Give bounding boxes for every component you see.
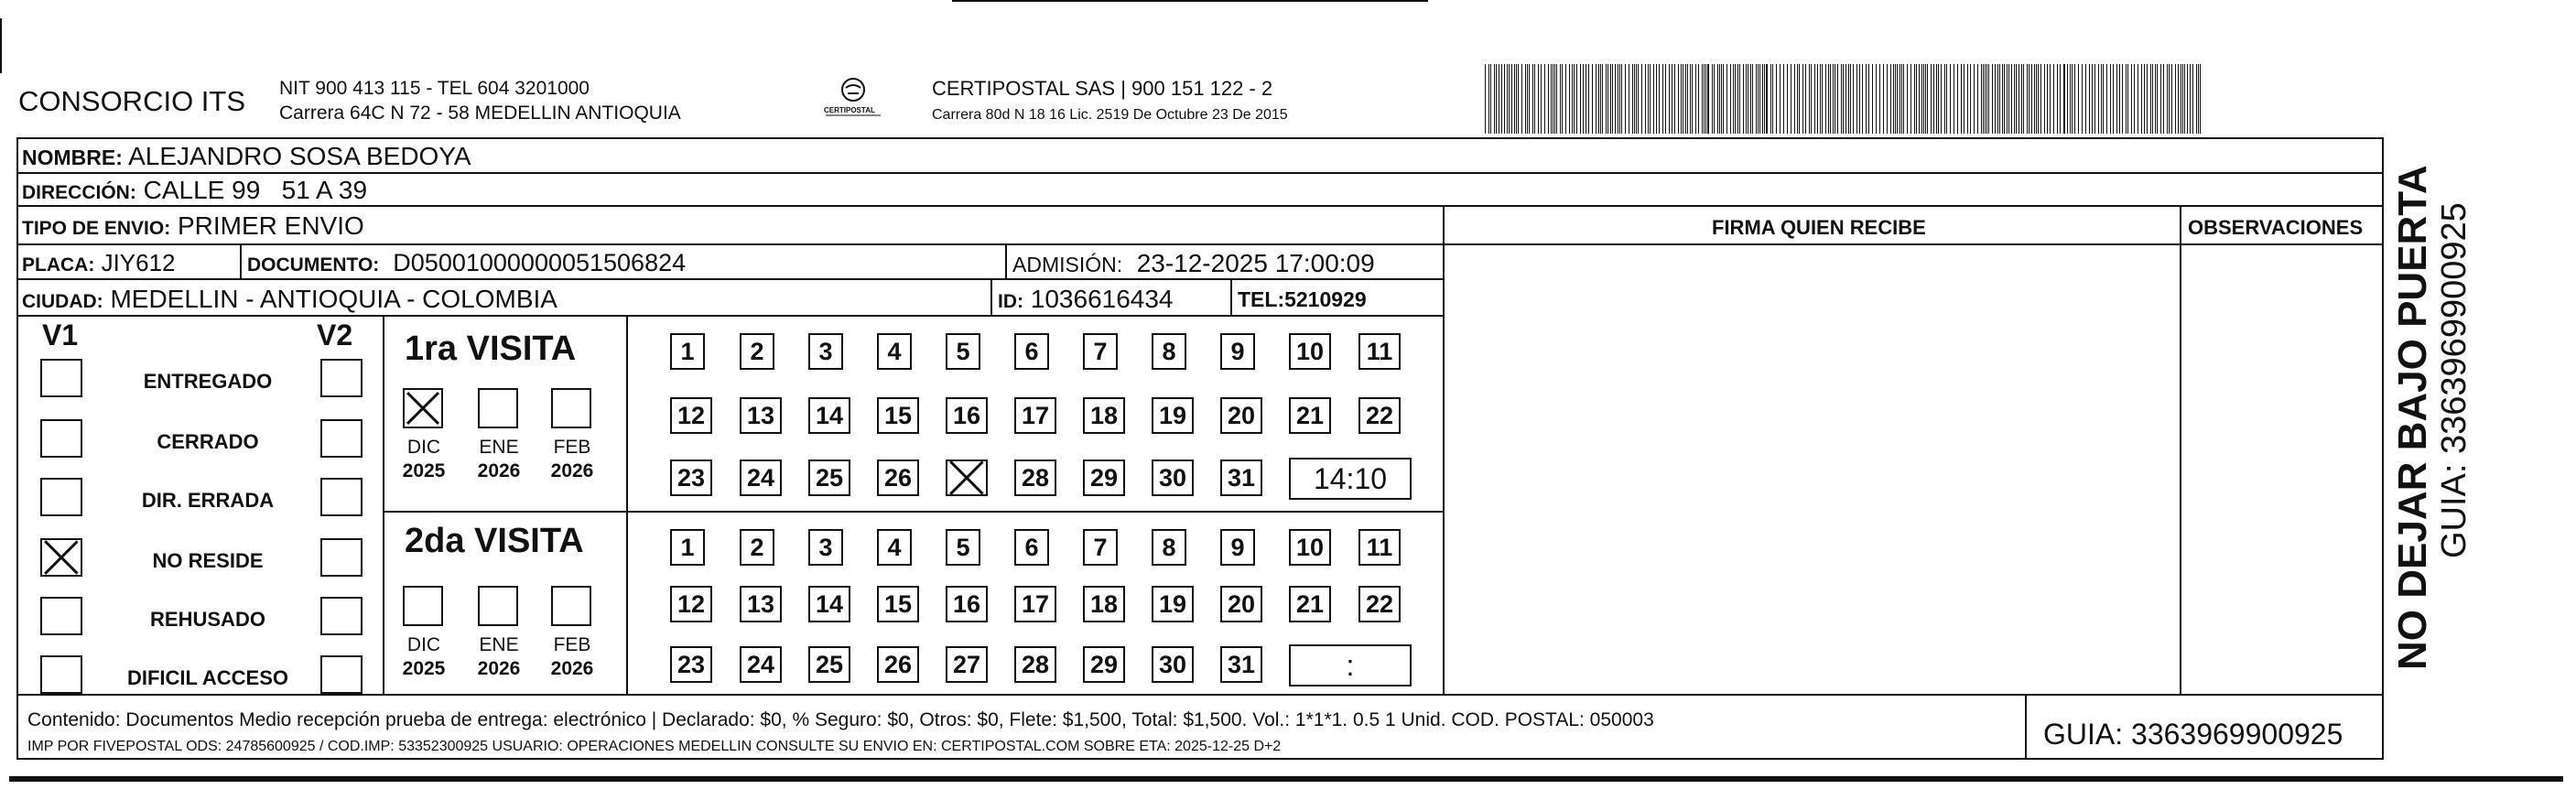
logo-text: CERTIPOSTAL	[824, 106, 875, 114]
footer-imp: IMP POR FIVEPOSTAL ODS: 24785600925 / COD.IMP: 53352300925 USUARIO: OPERACIONES MEDELLIN CONSULTE SU ENVIO EN: CERTIPOSTAL.COM SOBRE ETA: 2025-12-25 D+2	[27, 739, 1282, 754]
status-label: REHUSADO	[150, 608, 265, 631]
v2-checkbox-1[interactable]	[320, 419, 363, 458]
visit1-day-4[interactable]: 4	[877, 333, 912, 370]
company-nit: NIT 900 413 115 - TEL 604 3201000	[279, 78, 590, 99]
visit2-day-27[interactable]: 27	[946, 646, 988, 683]
placa-field: PLACA: JIY612	[22, 249, 176, 276]
visit2-month-checkbox-2[interactable]	[551, 586, 591, 626]
id-field: ID: 1036616434	[998, 285, 1174, 313]
visit1-day-7[interactable]: 7	[1083, 333, 1118, 370]
visit1-day-10[interactable]: 10	[1289, 333, 1331, 370]
top-scan-line	[952, 0, 1428, 2]
visit2-day-29[interactable]: 29	[1083, 646, 1125, 683]
visit1-day-22[interactable]: 22	[1358, 397, 1401, 434]
status-label: CERRADO	[157, 430, 259, 453]
visit1-day-12[interactable]: 12	[670, 397, 712, 434]
direccion-row: DIRECCIÓN: CALLE 99 51 A 39	[22, 176, 368, 204]
visit1-day-15[interactable]: 15	[877, 397, 919, 434]
visit2-day-21[interactable]: 21	[1289, 586, 1331, 622]
visit2-day-13[interactable]: 13	[740, 586, 782, 622]
visit1-month-year: 2026	[477, 460, 521, 481]
visit1-day-16[interactable]: 16	[946, 397, 988, 434]
visit2-time-field[interactable]: :	[1289, 644, 1412, 686]
visit2-day-18[interactable]: 18	[1083, 586, 1125, 622]
visit2-day-2[interactable]: 2	[740, 529, 774, 566]
visit2-day-25[interactable]: 25	[808, 646, 850, 683]
visit1-month-checkbox-2[interactable]	[551, 388, 591, 428]
visit2-day-12[interactable]: 12	[670, 586, 712, 622]
left-scan-line	[0, 18, 2, 73]
bottom-edge	[9, 776, 2563, 782]
status-label: DIR. ERRADA	[141, 489, 275, 512]
visit2-day-16[interactable]: 16	[946, 586, 988, 622]
visit1-day-23[interactable]: 23	[670, 459, 712, 496]
admision-field: ADMISIÓN: 23-12-2025 17:00:09	[1012, 249, 1375, 277]
visit1-day-2[interactable]: 2	[740, 333, 774, 370]
visit2-day-1[interactable]: 1	[670, 529, 705, 566]
visit1-day-29[interactable]: 29	[1083, 459, 1125, 496]
visit2-month-label: DIC	[406, 634, 441, 655]
visit1-month-label: ENE	[479, 437, 519, 458]
visit2-day-22[interactable]: 22	[1358, 586, 1401, 622]
visit1-day-1[interactable]: 1	[670, 333, 705, 370]
tipo-row: TIPO DE ENVIO: PRIMER ENVIO	[22, 211, 364, 240]
v2-checkbox-3[interactable]	[320, 538, 363, 577]
visit1-day-11[interactable]: 11	[1358, 333, 1401, 370]
partner-address: Carrera 80d N 18 16 Lic. 2519 De Octubre 23 De 2015	[932, 107, 1288, 123]
status-label: ENTREGADO	[143, 370, 273, 393]
documento-field: DOCUMENTO: D05001000000051506824	[247, 249, 687, 276]
visit1-day-9[interactable]: 9	[1220, 333, 1255, 370]
visit2-day-3[interactable]: 3	[808, 529, 843, 566]
visit2-month-year: 2026	[550, 658, 594, 679]
v1-checkbox-3[interactable]	[40, 538, 82, 577]
visit2-day-14[interactable]: 14	[808, 586, 850, 622]
visit1-day-3[interactable]: 3	[808, 333, 843, 370]
form-frame	[16, 137, 2384, 760]
v1-checkbox-5[interactable]	[40, 655, 82, 694]
visit2-day-5[interactable]: 5	[946, 529, 980, 566]
tel-field: TEL:5210929	[1238, 287, 1367, 311]
v2-checkbox-5[interactable]	[320, 655, 363, 694]
visit1-day-28[interactable]: 28	[1014, 459, 1056, 496]
v2-checkbox-4[interactable]	[320, 597, 363, 635]
visit1-day-26[interactable]: 26	[877, 459, 919, 496]
visit2-day-15[interactable]: 15	[877, 586, 919, 622]
visit2-day-19[interactable]: 19	[1152, 586, 1194, 622]
visit2-day-7[interactable]: 7	[1083, 529, 1118, 566]
visit1-day-8[interactable]: 8	[1152, 333, 1186, 370]
visit1-month-label: DIC	[406, 437, 441, 458]
nombre-row: NOMBRE: ALEJANDRO SOSA BEDOYA	[22, 142, 471, 170]
v1-checkbox-0[interactable]	[40, 359, 82, 397]
v1-header: V1	[42, 319, 79, 351]
observaciones-header: OBSERVACIONES	[2188, 216, 2364, 239]
visit2-day-24[interactable]: 24	[740, 646, 782, 683]
visit2-day-6[interactable]: 6	[1014, 529, 1049, 566]
visit2-day-10[interactable]: 10	[1289, 529, 1331, 566]
visit2-day-11[interactable]: 11	[1358, 529, 1401, 566]
visit1-month-year: 2026	[550, 460, 594, 481]
footer-guia: GUIA: 3363969900925	[2043, 718, 2343, 751]
visit1-day-24[interactable]: 24	[740, 459, 782, 496]
ciudad-field: CIUDAD: MEDELLIN - ANTIOQUIA - COLOMBIA	[22, 285, 557, 313]
visit1-title: 1ra VISITA	[405, 330, 577, 368]
visit2-month-label: FEB	[553, 634, 591, 655]
visit2-month-checkbox-1[interactable]	[478, 586, 518, 626]
v1-checkbox-2[interactable]	[40, 478, 82, 516]
visit2-title: 2da VISITA	[405, 522, 584, 560]
visit2-month-year: 2025	[402, 658, 446, 679]
visit1-month-year: 2025	[402, 460, 446, 481]
visit1-day-13[interactable]: 13	[740, 397, 782, 434]
company-name: CONSORCIO ITS	[18, 85, 246, 117]
recipient-address: CALLE 99 51 A 39	[143, 176, 368, 204]
visit1-month-label: FEB	[553, 437, 591, 458]
company-address: Carrera 64C N 72 - 58 MEDELLIN ANTIOQUIA	[279, 103, 681, 124]
recipient-name: ALEJANDRO SOSA BEDOYA	[128, 142, 471, 170]
visit1-day-20[interactable]: 20	[1220, 397, 1262, 434]
status-label: NO RESIDE	[152, 549, 264, 572]
visit2-month-year: 2026	[477, 658, 521, 679]
visit1-day-19[interactable]: 19	[1152, 397, 1194, 434]
visit2-day-8[interactable]: 8	[1152, 529, 1186, 566]
visit1-day-14[interactable]: 14	[808, 397, 850, 434]
partner-name: CERTIPOSTAL SAS | 900 151 122 - 2	[932, 77, 1273, 100]
visit1-month-checkbox-1[interactable]	[478, 388, 518, 428]
v1-checkbox-4[interactable]	[40, 597, 82, 635]
visit1-day-17[interactable]: 17	[1014, 397, 1056, 434]
visit1-day-31[interactable]: 31	[1220, 459, 1262, 496]
visit1-day-5[interactable]: 5	[946, 333, 980, 370]
visit2-day-28[interactable]: 28	[1014, 646, 1056, 683]
visit2-day-20[interactable]: 20	[1220, 586, 1262, 622]
visit1-time-field[interactable]: 14:10	[1289, 458, 1412, 500]
firma-header: FIRMA QUIEN RECIBE	[1712, 216, 1926, 239]
visit1-day-30[interactable]: 30	[1152, 459, 1194, 496]
visit2-day-17[interactable]: 17	[1014, 586, 1056, 622]
side-warning: NO DEJAR BAJO PUERTA	[2390, 165, 2435, 670]
visit2-month-label: ENE	[479, 634, 519, 655]
visit2-day-9[interactable]: 9	[1220, 529, 1255, 566]
v2-header: V2	[317, 319, 353, 351]
v2-checkbox-2[interactable]	[320, 478, 363, 516]
visit2-day-26[interactable]: 26	[877, 646, 919, 683]
visit2-day-31[interactable]: 31	[1220, 646, 1262, 683]
visit1-day-21[interactable]: 21	[1289, 397, 1331, 434]
v1-checkbox-1[interactable]	[40, 419, 82, 458]
shipment-type: PRIMER ENVIO	[177, 211, 364, 240]
visit2-day-30[interactable]: 30	[1152, 646, 1194, 683]
visit2-day-4[interactable]: 4	[877, 529, 912, 566]
visit1-day-25[interactable]: 25	[808, 459, 850, 496]
visit2-month-checkbox-0[interactable]	[403, 586, 443, 626]
visit2-day-23[interactable]: 23	[670, 646, 712, 683]
visit1-day-6[interactable]: 6	[1014, 333, 1049, 370]
barcode	[1483, 64, 2206, 134]
footer-content: Contenido: Documentos Medio recepción prueba de entrega: electrónico | Declarado: $0, % Seguro: $0, Otros: $0, Flete: $1,500, Total: $1,500. Vol.: 1*1*1. 0.5 1 Unid. COD. POSTAL: 050003	[27, 709, 1654, 730]
visit1-day-27[interactable]	[946, 459, 988, 496]
visit1-day-18[interactable]: 18	[1083, 397, 1125, 434]
side-guia: GUIA: 3363969900925	[2435, 202, 2473, 558]
status-label: DIFICIL ACCESO	[126, 666, 288, 689]
visit1-month-checkbox-0[interactable]	[403, 388, 443, 428]
certipostal-logo	[817, 73, 890, 126]
v2-checkbox-0[interactable]	[320, 359, 363, 397]
